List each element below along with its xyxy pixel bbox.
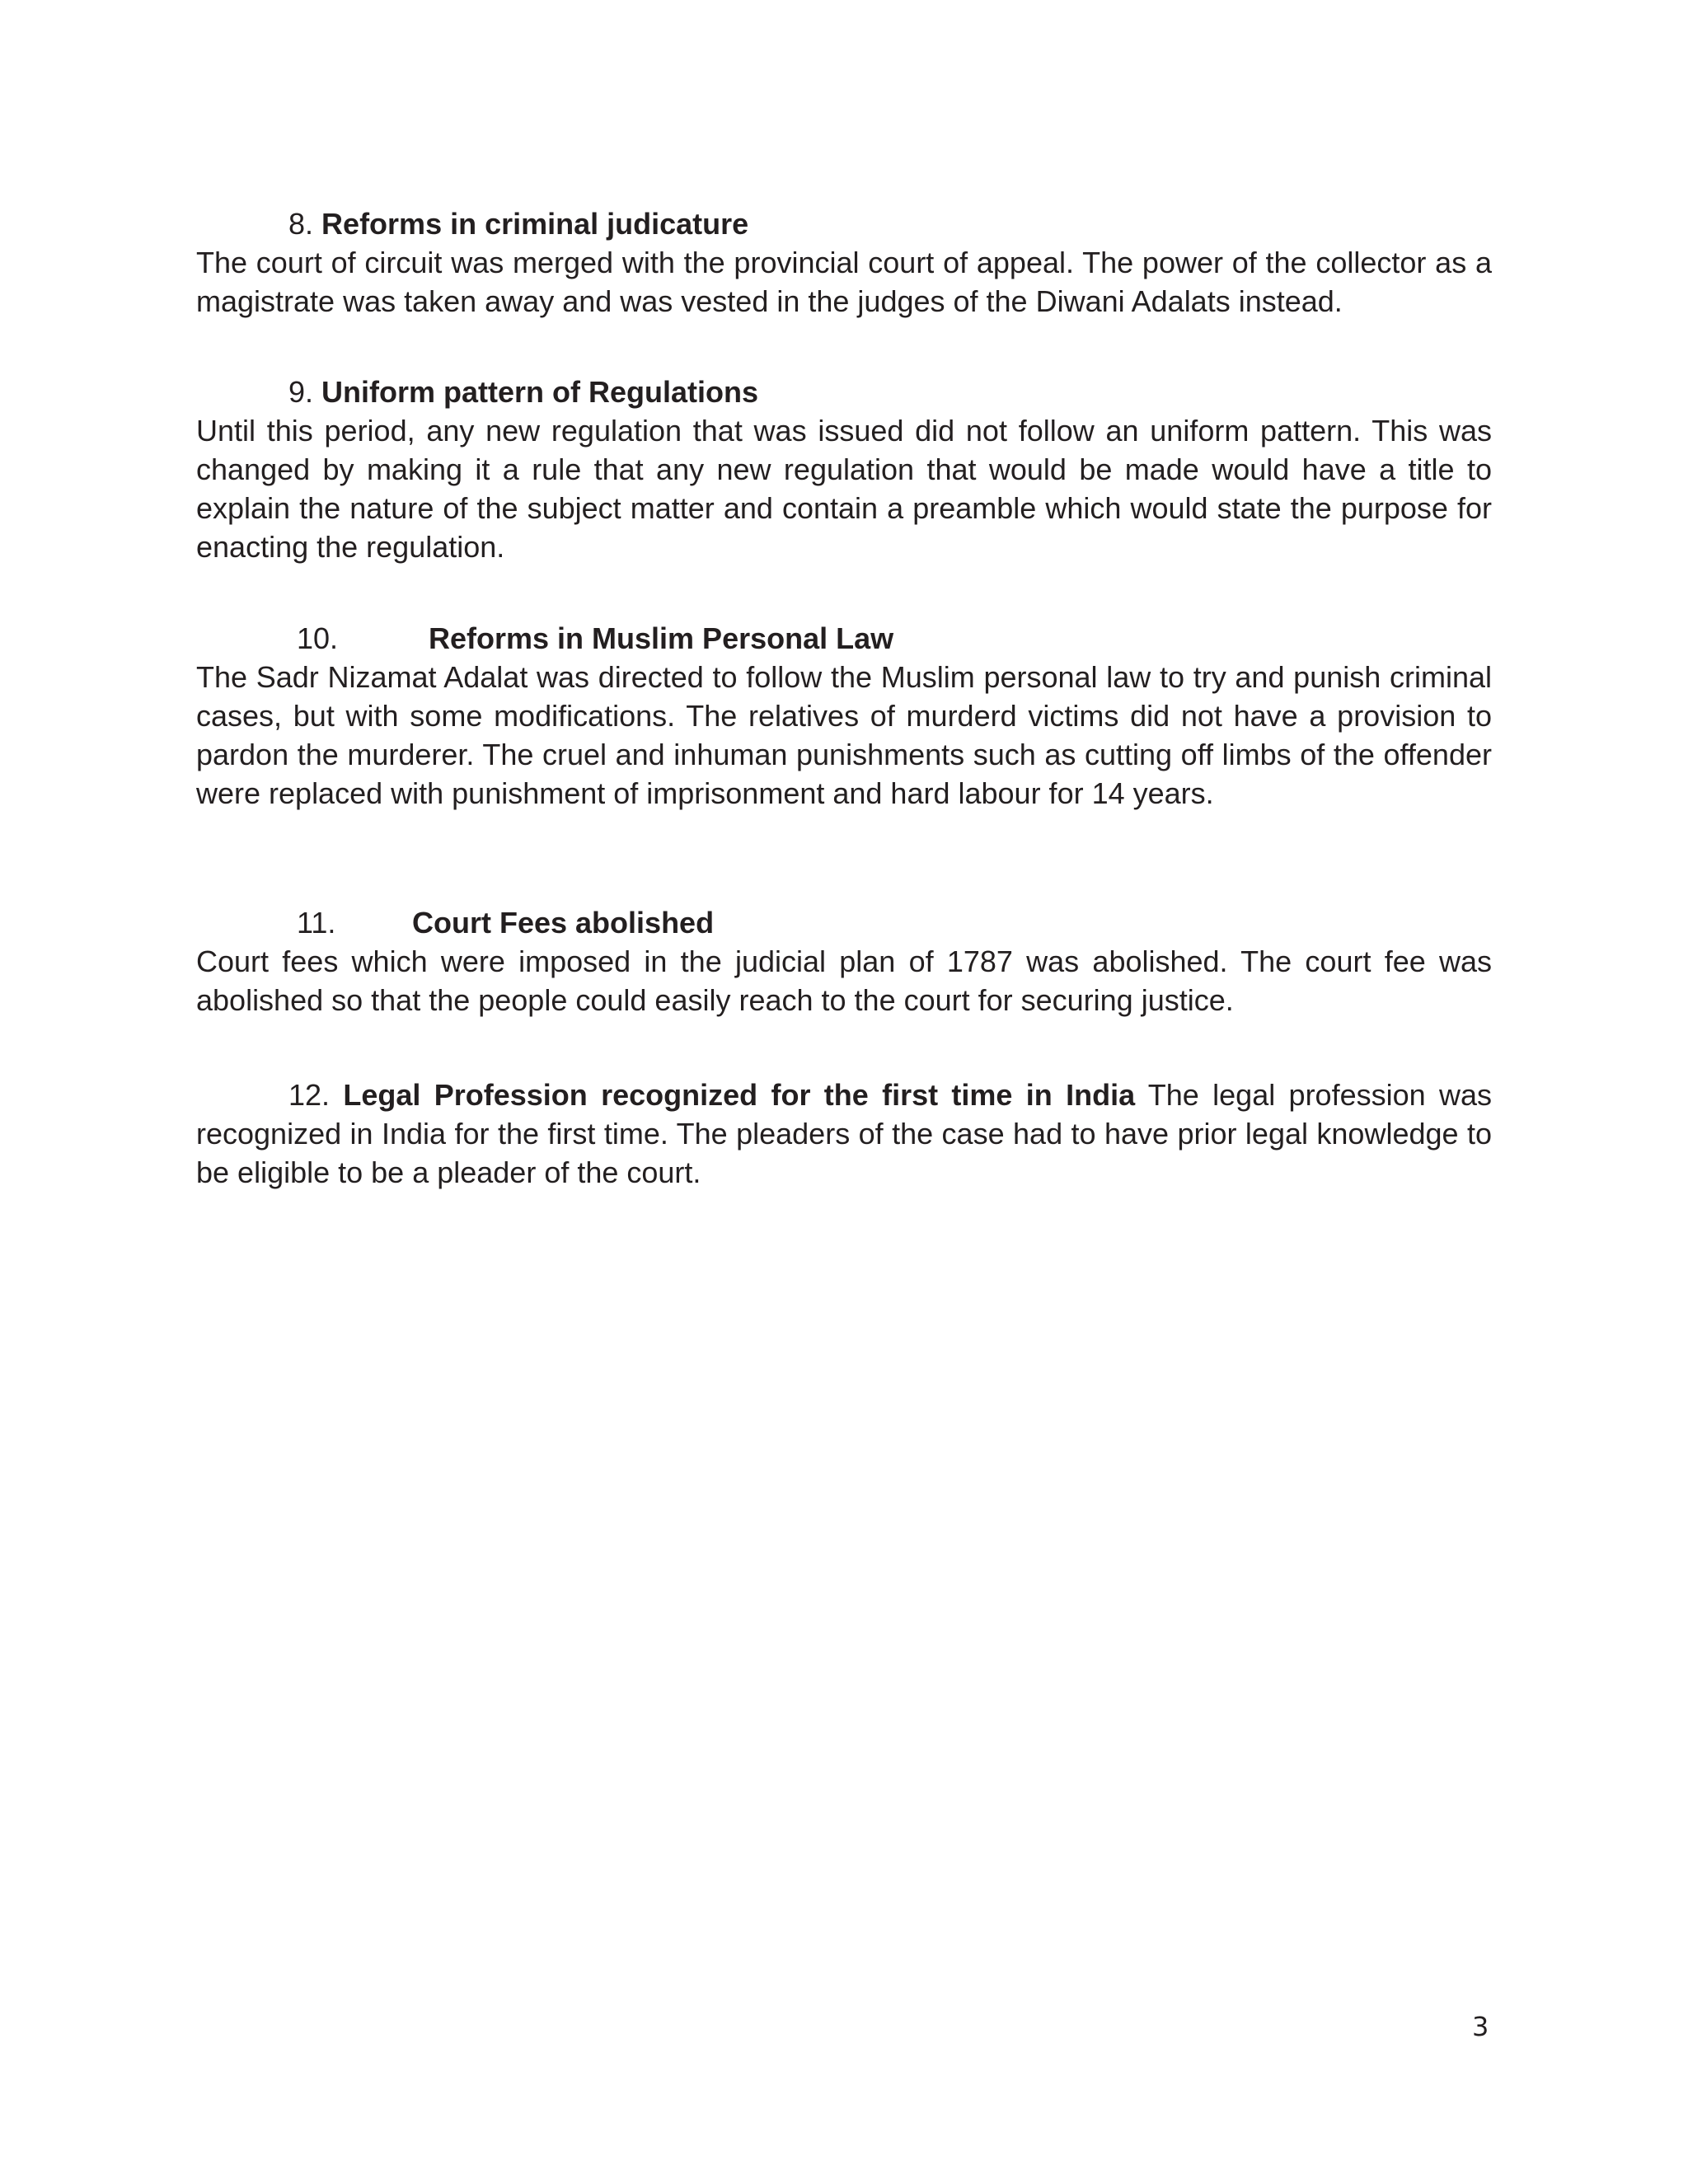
section-12	[196, 1076, 1492, 1192]
section-body: The court of circuit was merged with the provincial court of appeal. The power of the collector as a magistrate was taken away and was vested in the judges of the Diwani Adalats instead.	[196, 246, 1492, 318]
section-number: 12.	[288, 1078, 331, 1112]
section-11	[196, 903, 1492, 1019]
section-heading	[196, 373, 1492, 411]
section-9	[196, 373, 1492, 566]
section-heading	[196, 204, 1492, 243]
section-title: Legal Profession recognized for the first time in India	[343, 1078, 1136, 1112]
page-number: 3	[1472, 2011, 1489, 2042]
section-title: Court Fees abolished	[412, 906, 715, 940]
section-heading	[196, 619, 1492, 658]
section-body-inline	[196, 1076, 1492, 1192]
section-heading	[196, 903, 1492, 942]
section-10	[196, 619, 1492, 813]
section-number: 10.	[297, 621, 339, 655]
section-body: The Sadr Nizamat Adalat was directed to follow the Muslim personal law to try and punish criminal cases, but with some modifications. The relatives of murderd victims did not have a provision to pardon the murderer. The cruel and inhuman punishments such as cutting off limbs of the offender were replaced with punishment of imprisonment and hard labour for 14 years.	[196, 660, 1492, 810]
section-number: 8.	[288, 207, 314, 241]
section-title: Uniform pattern of Regulations	[321, 375, 759, 409]
section-title: Reforms in Muslim Personal Law	[429, 621, 894, 655]
section-8	[196, 204, 1492, 321]
section-title: Reforms in criminal judicature	[321, 207, 749, 241]
section-body: Until this period, any new regulation that was issued did not follow an uniform pattern. This was changed by making it a rule that any new regulation that would be made would have a title to explain the nature of the subject matter and contain a preamble which would state the purpose for enacting the regulation.	[196, 414, 1492, 564]
section-body: Court fees which were imposed in the judicial plan of 1787 was abolished. The court fee was abolished so that the people could easily reach to the court for securing justice.	[196, 944, 1492, 1017]
section-body: The legal profession was recognized in India for the first time. The pleaders of the case had to have prior legal knowledge to be eligible to be a pleader of the court.	[196, 1078, 1492, 1189]
section-number: 11.	[297, 906, 336, 940]
section-number: 9.	[288, 375, 314, 409]
